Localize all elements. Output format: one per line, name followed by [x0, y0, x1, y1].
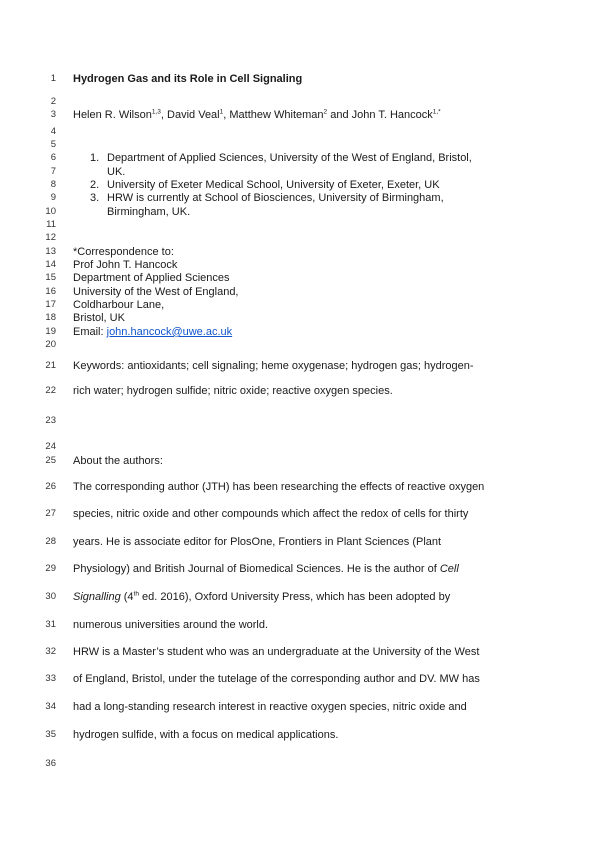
body-text-line: hydrogen sulfide, with a focus on medical applications. [73, 729, 339, 741]
affiliation-number: 1. [90, 152, 100, 164]
body-text-line: of England, Bristol, under the tutelage of the corresponding author and DV. MW has [73, 673, 480, 685]
line-number: 18 [45, 312, 56, 323]
body-text-line: species, nitric oxide and other compounds which affect the redox of cells for thirty [73, 508, 469, 520]
line-number: 35 [45, 729, 56, 740]
keywords-line: Keywords: antioxidants; cell signaling; heme oxygenase; hydrogen gas; hydrogen- [73, 360, 474, 372]
line-number: 27 [45, 508, 56, 519]
correspondence-heading: *Correspondence to: [73, 246, 174, 258]
line-number: 5 [50, 139, 56, 150]
affiliation-number: 3. [90, 192, 100, 204]
line-number: 8 [50, 179, 56, 190]
affiliation-number: 2. [90, 179, 100, 191]
line-number: 19 [45, 326, 56, 337]
affiliation-text: University of Exeter Medical School, University of Exeter, Exeter, UK [107, 179, 440, 191]
line-number: 4 [50, 126, 56, 137]
book-title: Cell [439, 563, 459, 575]
correspondence-line: University of the West of England, [73, 286, 239, 298]
body-text-line: had a long-standing research interest in reactive oxygen species, nitric oxide and [73, 701, 467, 713]
line-number: 36 [45, 758, 56, 769]
author-name: David Veal [167, 109, 220, 121]
body-text-line: numerous universities around the world. [73, 619, 269, 631]
author-affiliation-mark: 1 [219, 108, 224, 116]
author-affiliation-mark: 2 [323, 108, 328, 116]
affiliation-text: UK. [107, 166, 126, 178]
correspondence-line: Department of Applied Sciences [73, 272, 230, 284]
body-text-line: HRW is a Master’s student who was an undergraduate at the University of the West [73, 646, 480, 658]
line-number: 34 [45, 701, 56, 712]
line-number: 33 [45, 673, 56, 684]
line-number: 3 [50, 109, 56, 120]
body-text-line: years. He is associate editor for PlosOne, Frontiers in Plant Sciences (Plant [73, 536, 442, 548]
line-number: 1 [50, 73, 56, 84]
correspondence-line: Bristol, UK [73, 312, 125, 324]
line-number: 24 [45, 441, 56, 452]
author-affiliation-mark: 1,3 [151, 108, 161, 116]
affiliation-text: HRW is currently at School of Biosciences, University of Birmingham, [107, 192, 444, 204]
line-number: 15 [45, 272, 56, 283]
line-number: 7 [50, 166, 56, 177]
line-number: 28 [45, 536, 56, 547]
keywords-line: rich water; hydrogen sulfide; nitric oxide; reactive oxygen species. [73, 385, 393, 397]
line-number: 31 [45, 619, 56, 630]
line-number: 13 [45, 246, 56, 257]
author-affiliation-mark: 1,* [432, 108, 441, 116]
paper-title: Hydrogen Gas and its Role in Cell Signaling [73, 73, 303, 85]
author-name: Helen R. Wilson [73, 109, 152, 121]
line-number: 6 [50, 152, 56, 163]
body-text-line: Physiology) and British Journal of Biomedical Sciences. He is the author of Cell [73, 563, 459, 575]
correspondence-email-line [73, 326, 232, 338]
affiliation-text: Birmingham, UK. [107, 206, 191, 218]
line-number: 23 [45, 415, 56, 426]
line-number: 16 [45, 286, 56, 297]
line-number: 14 [45, 259, 56, 270]
line-number: 29 [45, 563, 56, 574]
line-number: 9 [50, 192, 56, 203]
about-heading: About the authors: [73, 455, 163, 467]
affiliation-text: Department of Applied Sciences, University of the West of England, Bristol, [107, 152, 472, 164]
line-number: 25 [45, 455, 56, 466]
line-number: 26 [45, 481, 56, 492]
line-number: 30 [45, 591, 56, 602]
line-number: 12 [45, 232, 56, 243]
line-number: 10 [45, 206, 56, 217]
author-name: Matthew Whiteman [229, 109, 324, 121]
line-number: 2 [50, 96, 56, 107]
correspondence-line: Coldharbour Lane, [73, 299, 165, 311]
line-number: 32 [45, 646, 56, 657]
body-text-line: The corresponding author (JTH) has been researching the effects of reactive oxygen [73, 481, 485, 493]
line-number: 17 [45, 299, 56, 310]
line-number: 20 [45, 339, 56, 350]
author-name: John T. Hancock [351, 109, 433, 121]
author-list: Helen R. Wilson$^{1,3}$, David Veal$^1$, Matthew Whiteman$^2$ and John T. Hancock$^{1,*}$ [73, 108, 441, 121]
line-number: 22 [45, 385, 56, 396]
correspondence-line: Prof John T. Hancock [73, 259, 178, 271]
body-text-line: Signalling (4th ed. 2016), Oxford University Press, which has been adopted by [73, 590, 451, 603]
email-label: Email: [73, 326, 107, 338]
email-link[interactable]: john.hancock@uwe.ac.uk [106, 326, 233, 338]
line-number: 21 [45, 360, 56, 371]
line-number: 11 [46, 219, 56, 230]
book-title: Signalling [73, 591, 121, 603]
